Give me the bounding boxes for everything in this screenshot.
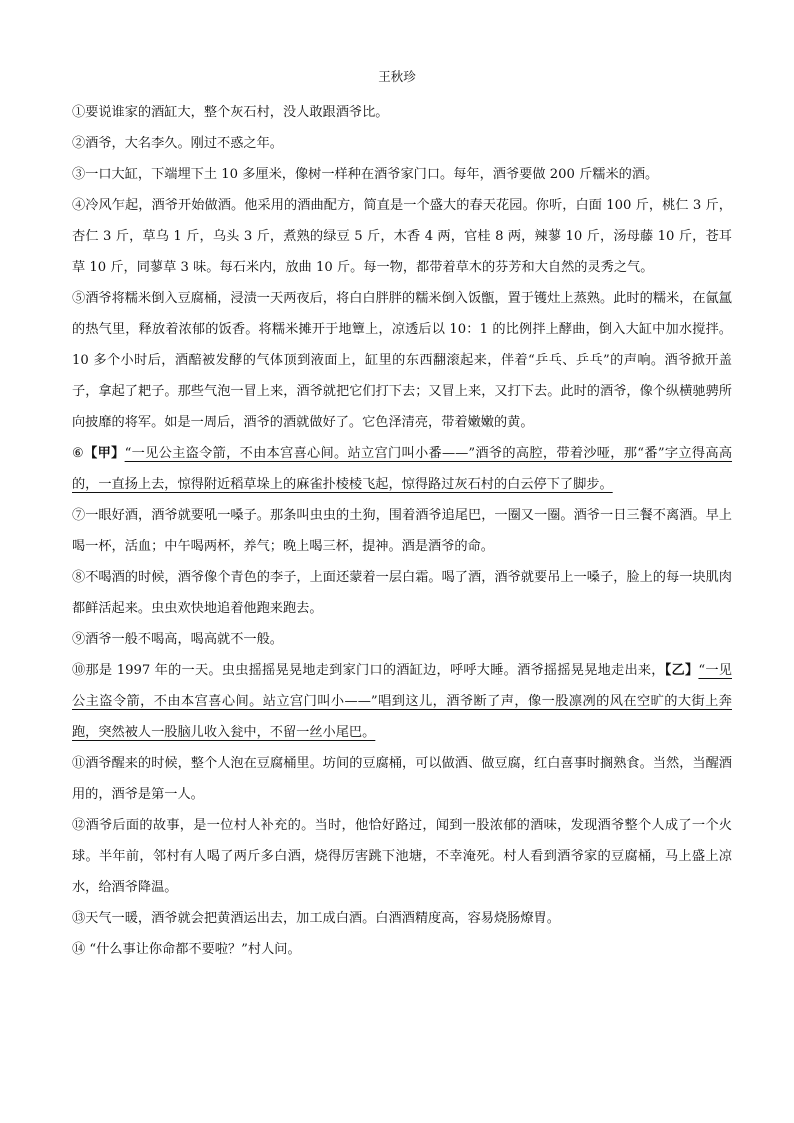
paragraph-1: ①要说谁家的酒缸大，整个灰石村，没人敢跟酒爷比。: [72, 105, 389, 120]
marker-jia: 【甲】: [84, 446, 125, 461]
underlined-passage-jia: “一见公主盗令箭，不由本宫喜心间。站立宫门叫小番——”酒爷的高腔，带着沙哑，那“番”字立得高高的，一直扬上去，惊得附近稻草垛上的麻雀扑棱棱飞起，惊得路过灰石村的白云停下了脚步。: [72, 446, 733, 492]
article-body: [72, 97, 732, 965]
underlined-passage-yi: “一见公主盗令箭，不由本宫喜心间。站立宫门叫小——”唱到这儿，酒爷断了声，像一股凛冽的风在空旷的大街上奔跑，突然被人一股脑儿收入瓮中，不留一丝小尾巴。: [72, 663, 732, 740]
paragraph-13: ⑬天气一暖，酒爷就会把黄酒运出去，加工成白酒。白酒酒精度高，容易烧肠燎胃。: [72, 911, 560, 926]
paragraph-11: ⑪酒爷醒来的时候，整个人泡在豆腐桶里。坊间的豆腐桶，可以做酒、做豆腐，红白喜事时搁熟食。当然，当醒酒用的，酒爷是第一人。: [72, 756, 732, 802]
author-name: 王秋珍: [378, 69, 416, 84]
paragraph-3: ③一口大缸，下端埋下土 10 多厘米，像树一样种在酒爷家门口。每年，酒爷要做 200 斤糯米的酒。: [72, 167, 659, 182]
paragraph-2: ②酒爷，大名李久。刚过不惑之年。: [72, 136, 283, 151]
paragraph-10: [72, 655, 732, 748]
paragraph-14: ⑭ “什么事让你命都不要啦？”村人问。: [72, 942, 301, 957]
paragraph-8: ⑧不喝酒的时候，酒爷像个青色的李子，上面还蒙着一层白霜。喝了酒，酒爷就要吊上一嗓子，脸上的每一块肌肉都鲜活起来。虫虫欢快地追着他跑来跑去。: [72, 570, 732, 616]
paragraph-6: [72, 438, 732, 500]
paragraph-6-number: ⑥: [72, 446, 85, 461]
paragraph-9: ⑨酒爷一般不喝高，喝高就不一般。: [72, 632, 283, 647]
paragraph-4: ④冷风乍起，酒爷开始做酒。他采用的酒曲配方，简直是一个盛大的春天花园。你听，白面 100 斤，桃仁 3 斤，杏仁 3 斤，草乌 1 斤，乌头 3 斤，煮熟的绿豆 5 斤，木香 4 两，官桂 8 两，辣蓼 10 斤，汤母藤 10 斤，苍耳草 10 斤，同蓼草 3 味。每石米内，放曲 10 斤。每一物，都带着草木的芬芳和大自然的灵秀之气。: [72, 198, 732, 275]
paragraph-12: ⑫酒爷后面的故事，是一位村人补充的。当时，他恰好路过，闻到一股浓郁的酒味，发现酒爷整个人成了一个火球。半年前，邻村有人喝了两斤多白酒，烧得厉害跳下池塘，不幸淹死。村人看到酒爷家的豆腐桶，马上盛上凉水，给酒爷降温。: [72, 818, 732, 895]
paragraph-10-lead: ⑩那是 1997 年的一天。虫虫摇摇晃晃地走到家门口的酒缸边，呼呼大睡。酒爷摇摇晃晃地走出来，: [72, 663, 665, 678]
paragraph-7: ⑦一眼好酒，酒爷就要吼一嗓子。那条叫虫虫的土狗，围着酒爷追尾巴，一圈又一圈。酒爷一日三餐不离酒。早上喝一杯，活血；中午喝两杯，养气；晚上喝三杯，提神。酒是酒爷的命。: [72, 508, 732, 554]
paragraph-5: ⑤酒爷将糯米倒入豆腐桶，浸渍一天两夜后，将白白胖胖的糯米倒入饭甑，置于镬灶上蒸熟。此时的糯米，在氤氲的热气里，释放着浓郁的饭香。将糯米摊开于地簟上，凉透后以 10：1 的比例拌上酵曲，倒入大缸中加水搅拌。10 多个小时后，酒醅被发酵的气体顶到液面上，缸里的东西翻滚起来，伴着“乒乓、乒乓”的声响。酒爷掀开盖子，拿起了耙子。那些气泡一冒上来，酒爷就把它们打下去；又冒上来，又打下去。此时的酒爷，像个纵横驰骋所向披靡的将军。如是一周后，酒爷的酒就做好了。它色泽清亮，带着嫩嫩的黄。: [72, 291, 732, 430]
marker-yi: 【乙】: [664, 663, 699, 678]
